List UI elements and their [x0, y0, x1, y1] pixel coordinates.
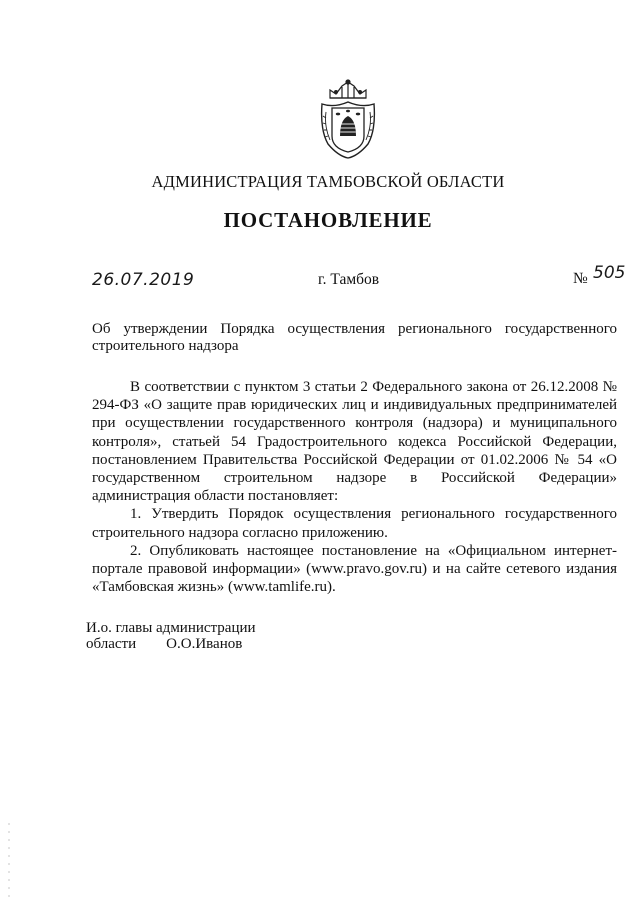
document-number-label: №	[573, 270, 588, 287]
organization-name: АДМИНИСТРАЦИЯ ТАМБОВСКОЙ ОБЛАСТИ	[151, 172, 505, 191]
document-subject: Об утверждении Порядка осуществления регионального государственного строительного надзора	[92, 321, 617, 354]
document-type-title: ПОСТАНОВЛЕНИЕ	[223, 208, 433, 232]
document-number: 505	[593, 263, 626, 283]
signature-block	[86, 620, 256, 652]
signer-name: О.О.Иванов	[166, 636, 243, 652]
scan-edge-marks	[8, 820, 10, 900]
signer-title-line2: области	[86, 636, 137, 652]
document-city: г. Тамбов	[318, 271, 380, 288]
item-2-paragraph: 2. Опубликовать настоящее постановление на «Официальном интернет-портале правовой информации» (www.pravo.gov.ru) и на сайте сетевого издания «Тамбовская жизнь» (www.tamlife.ru).	[92, 542, 617, 596]
document-body	[92, 378, 617, 596]
document-date: 26.07.2019	[92, 270, 195, 290]
coat-of-arms-icon	[316, 78, 380, 160]
signer-title-line1: И.о. главы администрации	[86, 620, 256, 636]
item-1-paragraph: 1. Утвердить Порядок осуществления регионального государственного строительного надзора согласно приложению.	[92, 506, 617, 541]
preamble-paragraph: В соответствии с пунктом 3 статьи 2 Федерального закона от 26.12.2008 № 294-ФЗ «О защите прав юридических лиц и индивидуальных предпринимателей при осуществлении государственного контроля (надзора) и муниципального контроля», статьей 54 Градостроительного кодекса Российской Федерации, постановлением Правительства Российской Федерации от 01.02.2006 № 54 «О государственном строительном надзоре в Российской Федерации» администрация области постановляет:	[92, 379, 617, 505]
